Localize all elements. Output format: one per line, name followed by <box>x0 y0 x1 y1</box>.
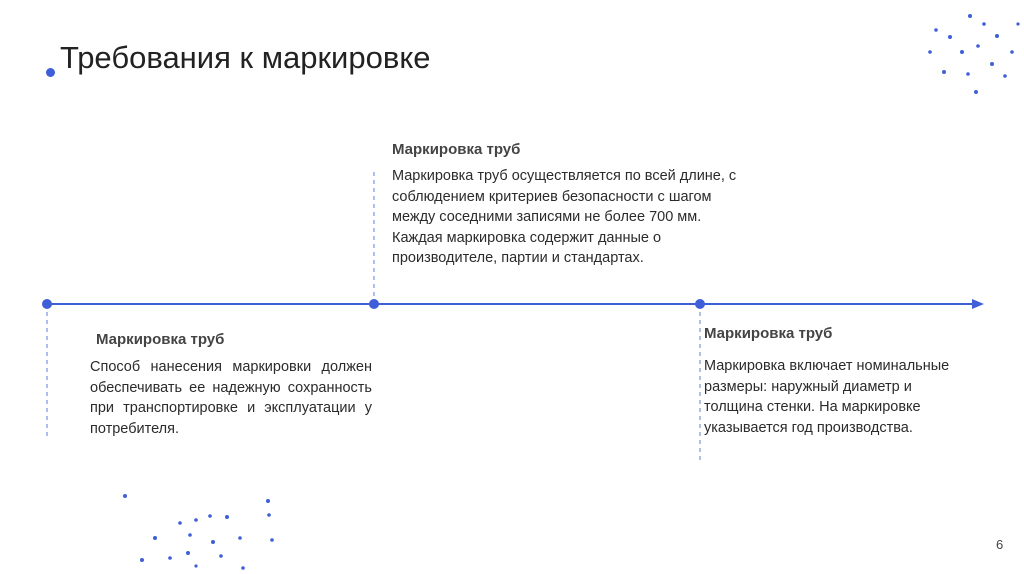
timeline-item-2-heading: Маркировка труб <box>392 141 521 158</box>
timeline-marker-3 <box>695 299 705 309</box>
timeline-item-3-heading: Маркировка труб <box>704 325 833 342</box>
slide-title: Требования к маркировке <box>60 40 431 75</box>
timeline-marker-2 <box>369 299 379 309</box>
timeline-arrow-icon <box>972 299 984 309</box>
timeline-item-2-text: Маркировка труб осуществляется по всей длине, с соблюдением критериев безопасности с шагом между соседними записями не более 700 мм. Каждая маркировка содержит данные о производителе, партии и стандартах. <box>392 168 737 266</box>
page-number: 6 <box>996 537 1004 552</box>
decor-dots-bottom-left <box>123 494 274 570</box>
timeline-item-1-heading: Маркировка труб <box>96 331 225 348</box>
timeline-item-1-text: Способ нанесения маркировки должен обеспечивать ее надежную сохранность при транспортировке и эксплуатации у потребителя. <box>90 359 372 437</box>
timeline-item-3-text: Маркировка включает номинальные размеры: наружный диаметр и толщина стенки. На маркировке указывается год производства. <box>704 358 950 436</box>
timeline-marker-1 <box>42 299 52 309</box>
title-bullet-icon <box>46 68 55 77</box>
decor-dots-top-right <box>928 14 1019 94</box>
